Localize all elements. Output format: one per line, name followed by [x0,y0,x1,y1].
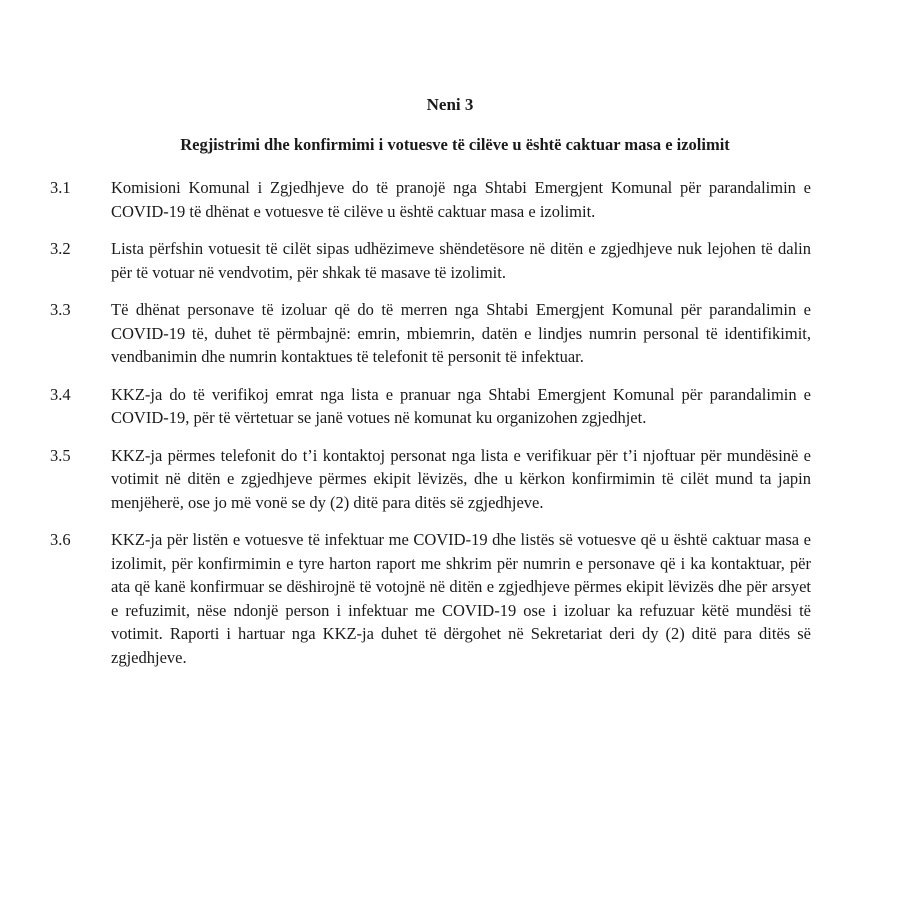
clause-text: KKZ-ja për listën e votuesve të infektuar me COVID-19 dhe listës së votuesve që u është caktuar masa e izolimit, për konfirmimin e tyre harton raport me shkrim për numrin e personave që i ka kontaktuar, për ata që kanë konfirmuar se dëshirojnë të votojnë në ditën e zgjedhjeve përmes ekipit lëvizës dhe për arsyet e refuzimit, nëse ndonjë person i infektuar me COVID-19 ose i izoluar ka refuzuar këtë mundësi të votimit. Raporti i hartuar nga KKZ-ja duhet të dërgohet në Sekretariat deri dy (2) ditë para ditës së zgjedhjeve. [111,530,811,667]
clause-number: 3.4 [50,384,71,404]
clause-text: KKZ-ja do të verifikoj emrat nga lista e pranuar nga Shtabi Emergjent Komunal për parandalimin e COVID-19, për të vërtetuar se janë votues në komunat ku organizohen zgjedhjet. [111,384,811,427]
clause-number: 3.3 [50,300,71,319]
clause-text: Të dhënat personave të izoluar që do të merren nga Shtabi Emergjent Komunal për parandalimin e COVID-19 të, duhet të përmbajnë: emrin, mbiemrin, datën e lindjes numrin personal të identifikimit, vendbanimin dhe numrin kontaktues të telefonit të personit të infektuar. [111,300,811,366]
clause-3-3 [0,298,900,369]
clause-3-2 [0,237,900,284]
clause-text: KKZ-ja përmes telefonit do t’i kontaktoj personat nga lista e verifikuar për t’i njoftuar për mundësinë e votimit në ditën e zgjedhjeve përmes ekipit lëvizës, dhe u kërkon konfirmimin të cilët mund ta japin menjëherë, ose jo më vonë se dy (2) ditë para ditës së zgjedhjeve. [111,445,811,512]
clause-3-6 [0,528,900,669]
clause-list [0,176,900,683]
clause-3-4 [0,383,900,430]
clause-text: Komisioni Komunal i Zgjedhjeve do të pranojë nga Shtabi Emergjent Komunal për parandalimin e COVID-19 të dhënat e votuesve të cilëve u është caktuar masa e izolimit. [111,178,811,221]
clause-number: 3.1 [50,178,71,197]
article-title: Neni 3 [426,95,474,114]
clause-3-5 [0,444,900,515]
clause-3-1 [0,176,900,223]
clause-number: 3.2 [50,239,71,258]
section-heading: Regjistrimi dhe konfirmimi i votuesve të cilëve u është caktuar masa e izolimit [180,135,730,154]
clause-number: 3.5 [50,445,71,465]
clause-number: 3.6 [50,530,71,549]
clause-text: Lista përfshin votuesit të cilët sipas udhëzimeve shëndetësore në ditën e zgjedhjeve nuk lejohen të dalin për të votuar në vendvotim, për shkak të masave të izolimit. [111,239,811,282]
